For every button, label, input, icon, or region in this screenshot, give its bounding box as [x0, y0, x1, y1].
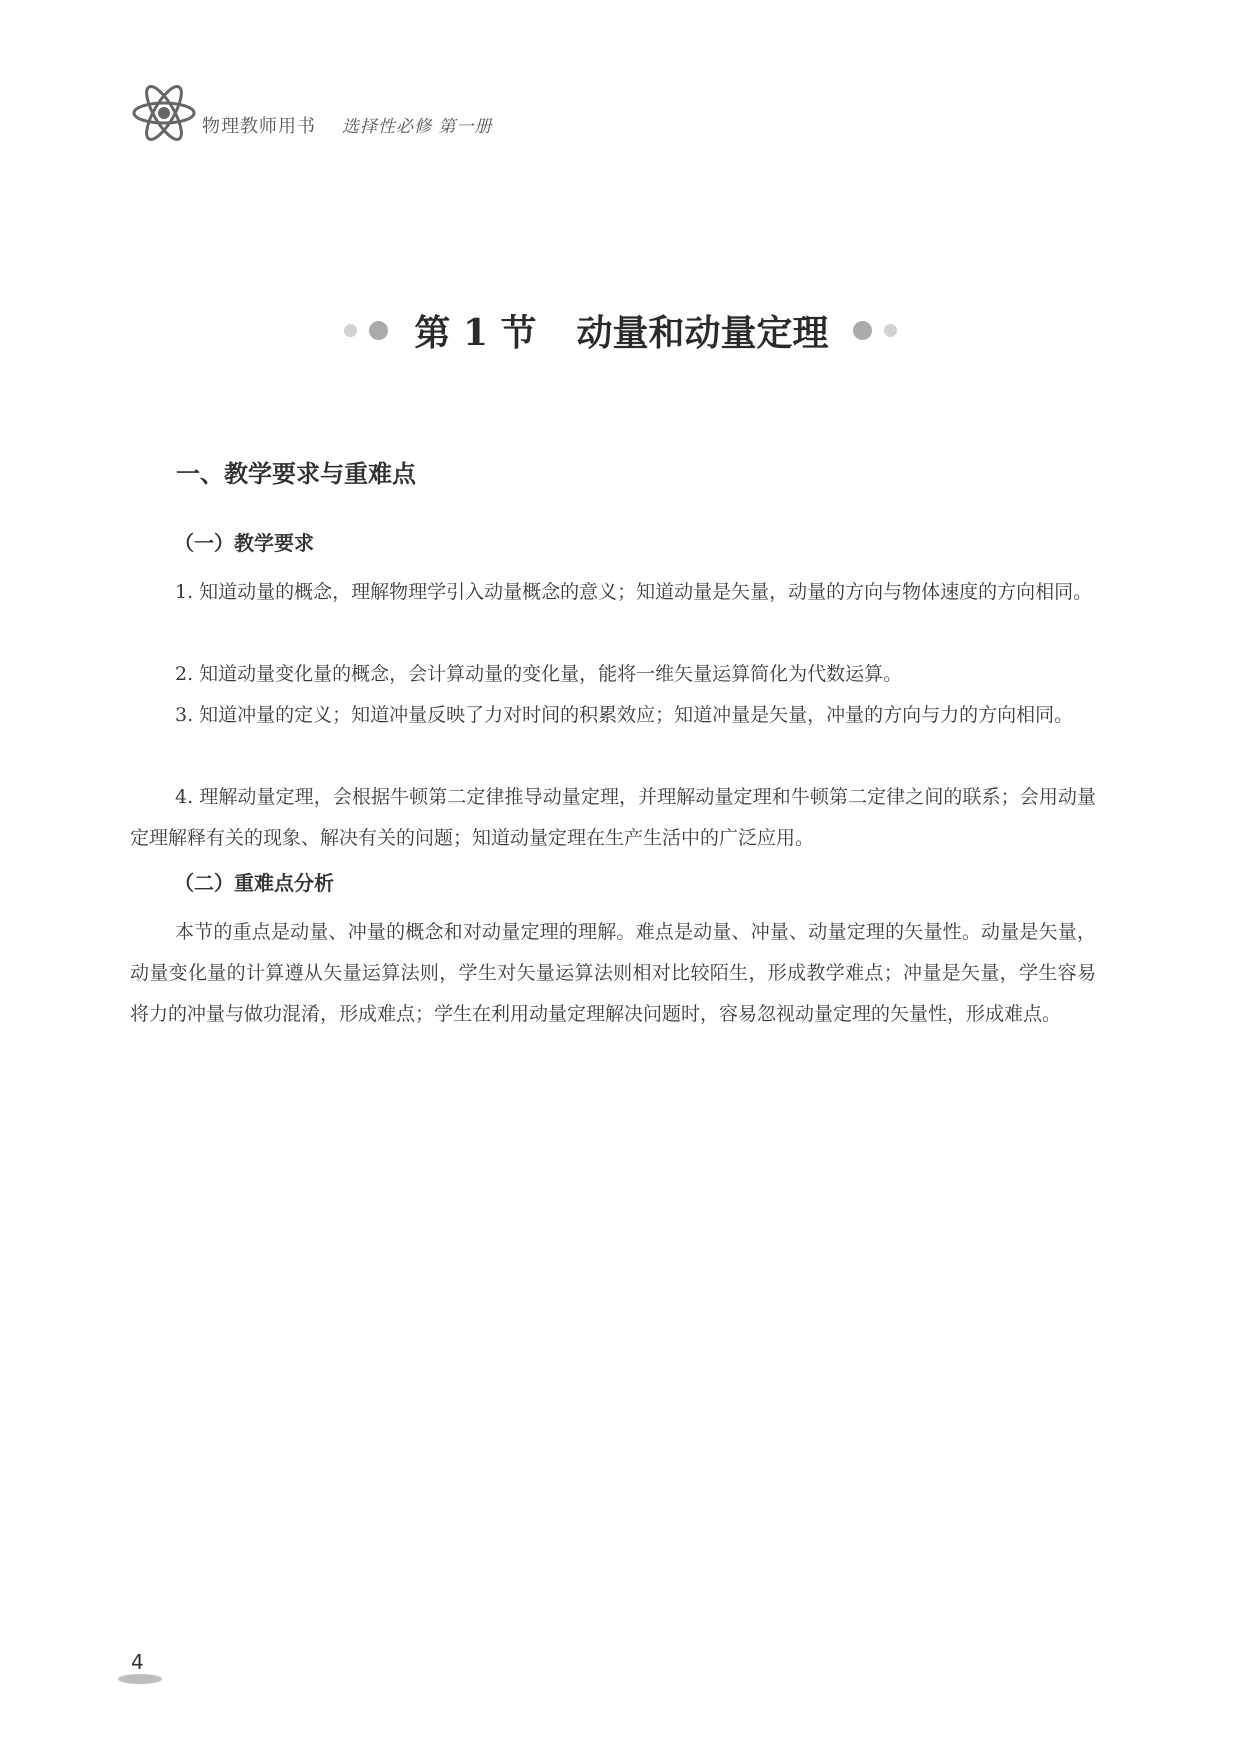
page-number-ellipse: [118, 1674, 162, 1684]
page-number: 4: [131, 1650, 144, 1674]
subheading-requirements: （一）教学要求: [174, 531, 314, 555]
key-points-paragraph: 本节的重点是动量、冲量的概念和对动量定理的理解。难点是动量、冲量、动量定理的矢量性。动量是矢量，动量变化量的计算遵从矢量运算法则，学生对矢量运算法则相对比较陌生，形成教学难点；冲量是矢量，学生容易将力的冲量与做功混淆，形成难点；学生在利用动量定理解决问题时，容易忽视动量定理的矢量性，形成难点。: [130, 921, 1096, 1025]
requirement-item-4: 4. 理解动量定理，会根据牛顿第二定律推导动量定理，并理解动量定理和牛顿第二定律之间的联系；会用动量定理解释有关的现象、解决有关的问题；知道动量定理在生产生活中的广泛应用。: [130, 786, 1096, 849]
dot-icon: [369, 321, 388, 340]
requirement-item-2: 2. 知道动量变化量的概念，会计算动量的变化量，能将一维矢量运算简化为代数运算。: [175, 663, 903, 685]
requirement-item-1: 1. 知道动量的概念，理解物理学引入动量概念的意义；知道动量是矢量，动量的方向与物体速度的方向相同。: [175, 581, 1093, 603]
dot-icon: [344, 324, 357, 337]
section-name: 动量和动量定理: [576, 311, 829, 354]
section-number: 第 1 节: [414, 311, 537, 354]
book-subtitle: 选择性必修 第一册: [342, 117, 493, 137]
heading-teaching-requirements: 一、教学要求与重难点: [176, 460, 416, 488]
section-title-row: [0, 300, 1241, 360]
decorative-dots-right: [853, 321, 897, 340]
book-title: 物理教师用书: [202, 116, 316, 137]
requirement-item-3: 3. 知道冲量的定义；知道冲量反映了力对时间的积累效应；知道冲量是矢量，冲量的方向与力的方向相同。: [175, 704, 1074, 726]
decorative-dots-left: [344, 321, 388, 340]
subheading-key-points: （二）重难点分析: [174, 871, 334, 895]
dot-icon: [884, 324, 897, 337]
section-title: [414, 305, 828, 356]
atom-logo-icon: [128, 82, 200, 142]
dot-icon: [853, 321, 872, 340]
page-number-badge: [118, 1650, 162, 1686]
